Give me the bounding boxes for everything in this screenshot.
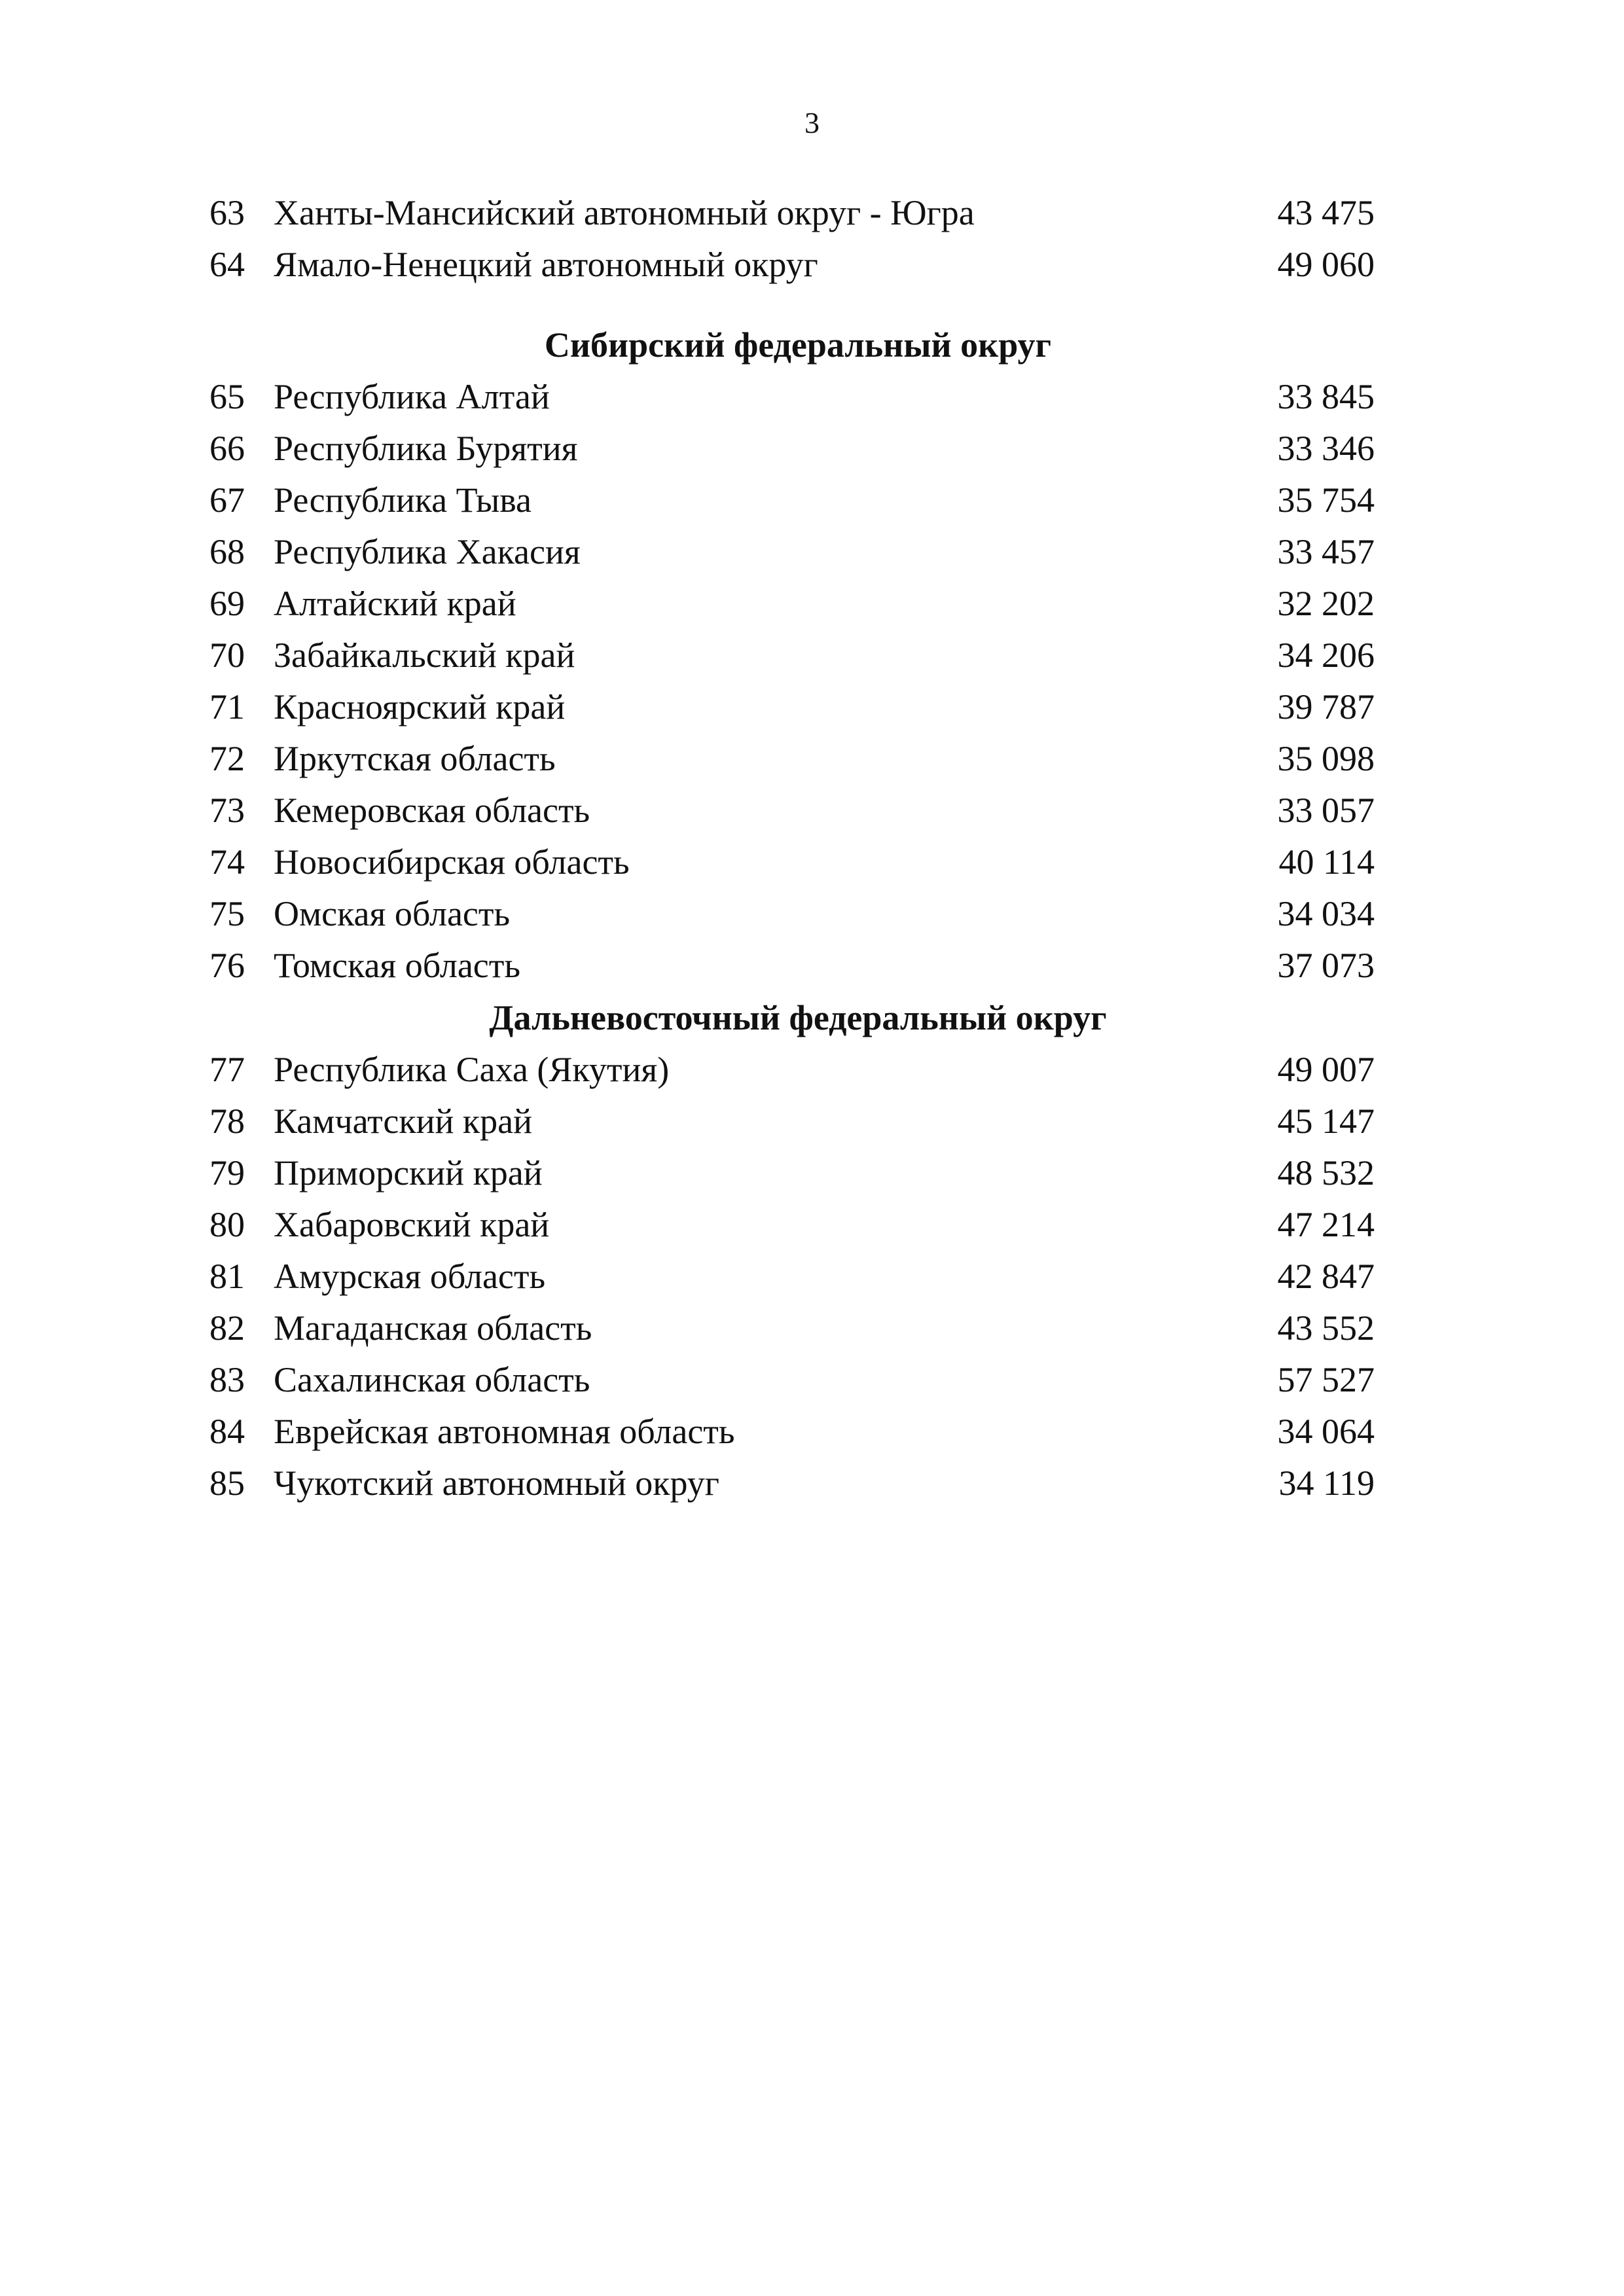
row-number: 83	[209, 1360, 245, 1399]
region-value: 43 475	[1277, 193, 1375, 232]
region-value: 33 457	[1277, 532, 1375, 571]
region-value: 34 034	[1277, 894, 1375, 933]
region-value: 47 214	[1277, 1205, 1375, 1244]
row-number: 79	[209, 1153, 245, 1193]
row-number: 80	[209, 1205, 245, 1244]
table-row	[196, 888, 1375, 940]
row-number: 70	[209, 636, 245, 675]
table-row	[196, 475, 1375, 526]
region-name: Ханты-Мансийский автономный округ - Югра	[274, 193, 975, 232]
region-name: Кемеровская область	[274, 791, 590, 830]
table-row	[196, 940, 1375, 992]
region-value: 35 754	[1277, 480, 1375, 520]
row-number: 76	[209, 946, 245, 985]
table-row	[196, 526, 1375, 578]
row-number: 78	[209, 1102, 245, 1141]
table-row	[196, 1354, 1375, 1406]
region-value: 42 847	[1277, 1257, 1375, 1296]
region-name: Сахалинская область	[274, 1360, 590, 1399]
table-row	[196, 1458, 1375, 1509]
table-row	[196, 733, 1375, 785]
region-name: Приморский край	[274, 1153, 543, 1193]
region-name: Красноярский край	[274, 687, 566, 726]
row-number: 71	[209, 687, 245, 726]
region-name: Иркутская область	[274, 739, 556, 778]
row-number: 69	[209, 584, 245, 623]
table-row	[196, 1147, 1375, 1199]
region-name: Республика Хакасия	[274, 532, 581, 571]
region-value: 35 098	[1277, 739, 1375, 778]
table-row	[196, 1044, 1375, 1096]
region-value: 33 346	[1277, 429, 1375, 468]
region-name: Алтайский край	[274, 584, 516, 623]
region-name: Республика Алтай	[274, 377, 550, 416]
region-value: 34 064	[1277, 1412, 1375, 1451]
region-value: 34 206	[1277, 636, 1375, 675]
region-value: 48 532	[1277, 1153, 1375, 1193]
region-name: Томская область	[274, 946, 520, 985]
row-number: 66	[209, 429, 245, 468]
row-group-siberian	[196, 319, 1375, 992]
row-number: 84	[209, 1412, 245, 1451]
row-number: 67	[209, 480, 245, 520]
table-row	[196, 836, 1375, 888]
region-name: Еврейская автономная область	[274, 1412, 735, 1451]
table-row	[196, 371, 1375, 423]
row-number: 73	[209, 791, 245, 830]
section-heading: Сибирский федеральный округ	[544, 325, 1052, 365]
region-name: Ямало-Ненецкий автономный округ	[274, 245, 818, 284]
region-value: 37 073	[1277, 946, 1375, 985]
region-name: Магаданская область	[274, 1308, 592, 1348]
region-value: 39 787	[1277, 687, 1375, 726]
row-number: 72	[209, 739, 245, 778]
table-row	[196, 423, 1375, 475]
region-name: Омская область	[274, 894, 511, 933]
row-number: 74	[209, 842, 245, 882]
row-number: 65	[209, 377, 245, 416]
page-number: 3	[804, 106, 820, 139]
region-value: 49 060	[1277, 245, 1375, 284]
table-row	[196, 681, 1375, 733]
region-value: 34 119	[1278, 1463, 1375, 1503]
row-number: 63	[209, 193, 245, 232]
region-name: Чукотский автономный округ	[274, 1463, 719, 1503]
row-number: 82	[209, 1308, 245, 1348]
region-value: 32 202	[1277, 584, 1375, 623]
section-spacer	[196, 291, 1375, 319]
table-row	[196, 1302, 1375, 1354]
table-row	[196, 1406, 1375, 1458]
table-row	[196, 630, 1375, 681]
section-heading: Дальневосточный федеральный округ	[489, 998, 1107, 1037]
region-name: Хабаровский край	[274, 1205, 550, 1244]
region-name: Амурская область	[274, 1257, 546, 1296]
region-value: 49 007	[1277, 1050, 1375, 1089]
table-row	[196, 187, 1375, 239]
row-group-far-eastern	[196, 992, 1375, 1509]
region-value: 45 147	[1277, 1102, 1375, 1141]
region-value: 57 527	[1277, 1360, 1375, 1399]
row-number: 64	[209, 245, 245, 284]
row-group-continuation	[196, 187, 1375, 291]
region-name: Республика Саха (Якутия)	[274, 1050, 670, 1089]
table-row	[196, 578, 1375, 630]
table-row	[196, 239, 1375, 291]
row-number: 68	[209, 532, 245, 571]
table-row	[196, 1199, 1375, 1251]
region-name: Забайкальский край	[274, 636, 575, 675]
region-value: 33 845	[1277, 377, 1375, 416]
row-number: 85	[209, 1463, 245, 1503]
table-row	[196, 785, 1375, 836]
regions-table	[196, 187, 1375, 1509]
region-name: Новосибирская область	[274, 842, 630, 882]
row-number: 75	[209, 894, 245, 933]
table-row	[196, 1251, 1375, 1302]
region-name: Республика Тыва	[274, 480, 532, 520]
table-row	[196, 1096, 1375, 1147]
region-value: 33 057	[1277, 791, 1375, 830]
region-value: 43 552	[1277, 1308, 1375, 1348]
region-name: Республика Бурятия	[274, 429, 578, 468]
region-name: Камчатский край	[274, 1102, 533, 1141]
row-number: 81	[209, 1257, 245, 1296]
region-value: 40 114	[1278, 842, 1375, 882]
row-number: 77	[209, 1050, 245, 1089]
